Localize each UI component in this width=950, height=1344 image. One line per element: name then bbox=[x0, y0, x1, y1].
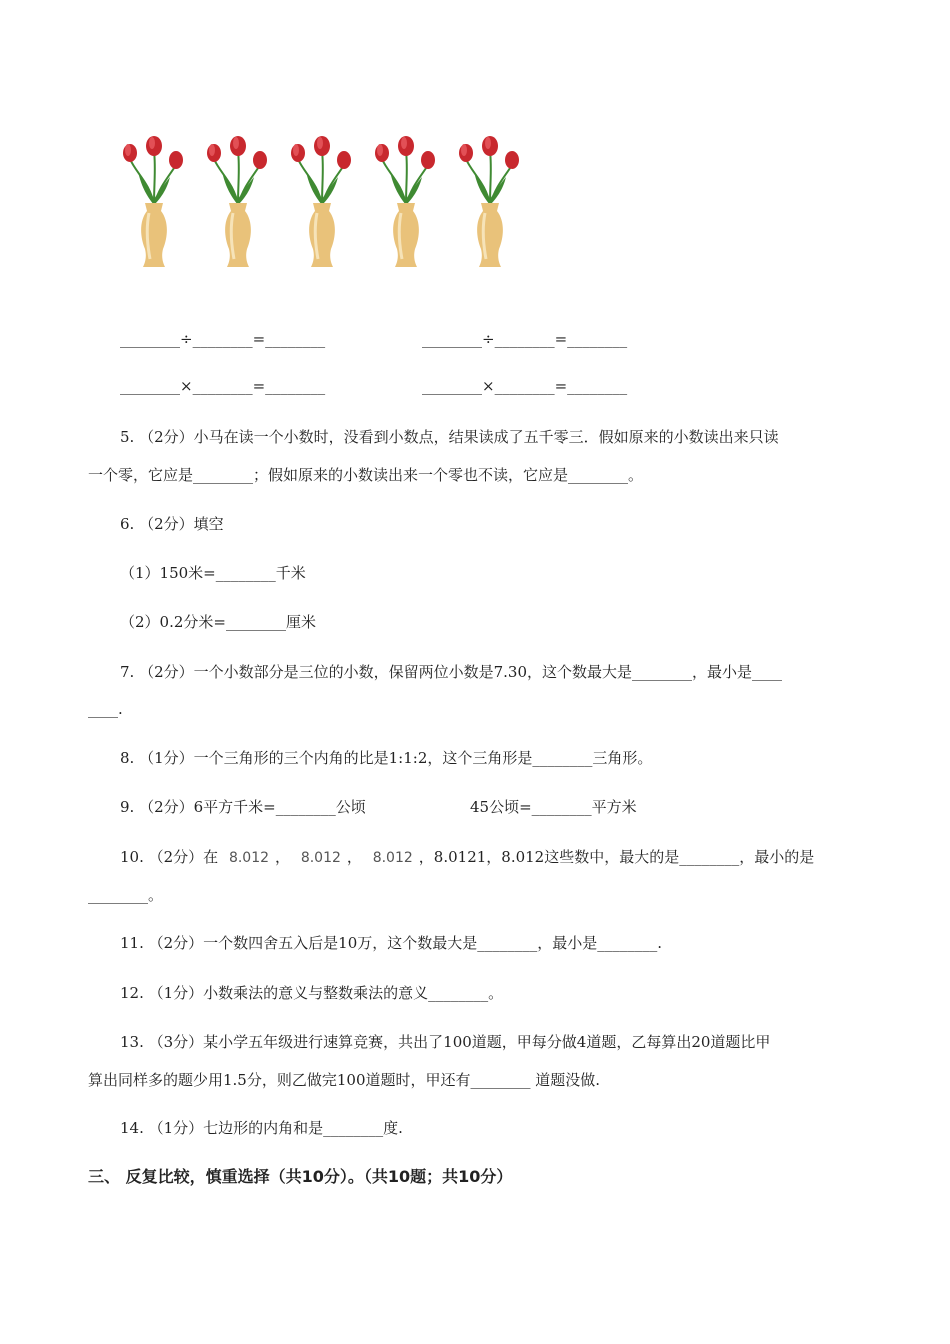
question-14: 14. （1分）七边形的内角和是________度. bbox=[120, 1119, 403, 1137]
question-11: 11. （2分）一个数四舍五入后是10万，这个数最大是________，最小是________. bbox=[120, 934, 663, 952]
tulip-vase-icon bbox=[286, 133, 358, 273]
tulip-vase-icon bbox=[370, 133, 442, 273]
question-5-line1: 5. （2分）小马在读一个小数时，没看到小数点，结果读成了五千零三．假如原来的小数读出来只读 bbox=[120, 428, 779, 446]
question-10-prefix: 10. （2分）在 bbox=[120, 848, 219, 866]
tulip-vase-icon bbox=[118, 133, 190, 273]
question-9-right: 45公顷=________平方米 bbox=[470, 798, 637, 816]
question-10-line2: ________。 bbox=[88, 886, 164, 904]
repeating-decimal-a: 8.012 bbox=[228, 850, 270, 866]
section-3-heading: 三、 反复比较，慎重选择（共10分）。（共10题；共10分） bbox=[88, 1167, 513, 1186]
question-10-suffix: ，8.0121，8.012这些数中，最大的是________，最小的是 bbox=[418, 848, 815, 866]
tulip-vase-icon bbox=[454, 133, 526, 273]
question-7-line1: 7. （2分）一个小数部分是三位的小数，保留两位小数是7.30，这个数最大是________，最小是____ bbox=[120, 663, 783, 681]
question-13-line1: 13. （3分）某小学五年级进行速算竞赛，共出了100道题，甲每分做4道题，乙每算出20道题比甲 bbox=[120, 1033, 771, 1051]
question-6-part1: （1）150米=________千米 bbox=[120, 564, 306, 582]
equation-division-left: ________÷________=________ bbox=[120, 330, 326, 348]
repeating-decimal-c: 8.012 bbox=[372, 850, 413, 866]
question-9-left: 9. （2分）6平方千米=________公顷 bbox=[120, 798, 366, 816]
repeating-decimal-b: 8.012 bbox=[300, 850, 341, 866]
question-6-part2: （2）0.2分米=________厘米 bbox=[120, 613, 316, 631]
equation-multiplication-left: ________×________=________ bbox=[120, 377, 326, 395]
equation-multiplication-right: ________×________=________ bbox=[422, 377, 628, 395]
tulip-vases-illustration bbox=[118, 133, 538, 273]
question-10-line1: 10. （2分）在 8.012 ， 8.012 ， 8.012 ，8.0121，8.012这些数中，最大的是________，最小的是 bbox=[120, 848, 815, 866]
tulip-vase-icon bbox=[202, 133, 274, 273]
question-6-title: 6. （2分）填空 bbox=[120, 515, 224, 533]
question-13-line2: 算出同样多的题少用1.5分，则乙做完100道题时，甲还有________ 道题没做. bbox=[88, 1071, 601, 1089]
question-5-line2: 一个零，它应是________；假如原来的小数读出来一个零也不读，它应是________。 bbox=[88, 466, 644, 484]
equation-division-right: ________÷________=________ bbox=[422, 330, 628, 348]
question-12: 12. （1分）小数乘法的意义与整数乘法的意义________。 bbox=[120, 984, 504, 1002]
question-7-line2: ____. bbox=[88, 700, 123, 718]
question-8: 8. （1分）一个三角形的三个内角的比是1:1:2，这个三角形是________三角形。 bbox=[120, 749, 653, 767]
